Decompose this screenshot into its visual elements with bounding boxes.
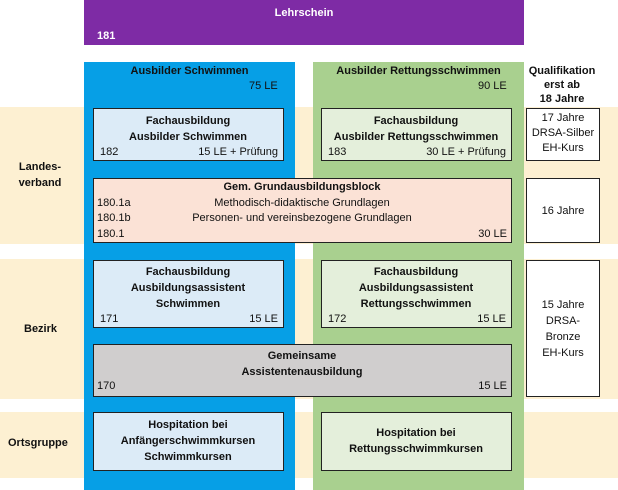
box-hospitation-rettungsschwimmen: Hospitation bei Rettungsschwimmkursen [321, 412, 512, 471]
box-le: 30 LE [478, 228, 507, 240]
qualification-box-3: 15 Jahre DRSA- Bronze EH-Kurs [526, 260, 600, 397]
box-ausbildungsassistent-schwimmen: Fachausbildung Ausbildungsassistent Schwimmen 171 15 LE [93, 260, 284, 328]
box-le: 15 LE [249, 313, 278, 325]
title-bar-label: Lehrschein [274, 7, 334, 19]
box-grundausbildungsblock [93, 178, 512, 243]
qualification-header [524, 64, 600, 106]
box-hospitation-schwimmen: Hospitation bei Anfängerschwimmkursen Schwimmkursen [93, 412, 284, 471]
grund-item-num: 180.1b [97, 212, 131, 224]
title-bar-number: 181 [97, 30, 116, 42]
box-fachausbildung-ausbilder-schwimmen: Fachausbildung Ausbilder Schwimmen 182 15 LE + Prüfung [93, 108, 284, 161]
box-le: 30 LE + Prüfung [426, 146, 506, 158]
grund-title: Gem. Grundausbildungsblock [223, 181, 381, 193]
column-schwimmen-le: 75 LE [249, 80, 278, 92]
box-number: 183 [328, 146, 347, 158]
box-le: 15 LE + Prüfung [198, 146, 278, 158]
box-number: 182 [100, 146, 119, 158]
box-number: 171 [100, 313, 119, 325]
qualification-box-1: 17 Jahre DRSA-Silber EH-Kurs [526, 108, 600, 161]
column-rettung-label: Ausbilder Rettungsschwimmen [336, 65, 501, 77]
box-le: 15 LE [477, 313, 506, 325]
grund-item-num: 180.1a [97, 197, 131, 209]
qualification-header-line1: Qualifikation [528, 65, 596, 77]
qualification-box-2: 16 Jahre [526, 178, 600, 243]
box-fachausbildung-ausbilder-rettungsschwimmen: Fachausbildung Ausbilder Rettungsschwimmen 183 30 LE + Prüfung [321, 108, 512, 161]
box-gemeinsame-assistentenausbildung: Gemeinsame Assistentenausbildung 170 15 LE [93, 344, 512, 397]
box-number: 172 [328, 313, 347, 325]
title-bar [84, 0, 524, 45]
qualification-header-line3: 18 Jahre [539, 93, 585, 105]
box-number: 170 [97, 380, 116, 392]
level-label-landesverband: Landes- verband [18, 161, 62, 189]
level-label-ortsgruppe: Ortsgruppe [8, 437, 68, 449]
box-number: 180.1 [97, 228, 125, 240]
box-le: 15 LE [478, 380, 507, 392]
grund-item-text: Methodisch-didaktische Grundlagen [214, 197, 390, 209]
column-schwimmen-label: Ausbilder Schwimmen [130, 65, 249, 77]
column-rettung-le: 90 LE [478, 80, 507, 92]
qualification-header-line2: erst ab [543, 79, 581, 91]
grund-item-text: Personen- und vereinsbezogene Grundlagen [192, 212, 412, 224]
box-ausbildungsassistent-rettungsschwimmen: Fachausbildung Ausbildungsassistent Rettungsschwimmen 172 15 LE [321, 260, 512, 328]
level-label-bezirk: Bezirk [24, 323, 58, 335]
